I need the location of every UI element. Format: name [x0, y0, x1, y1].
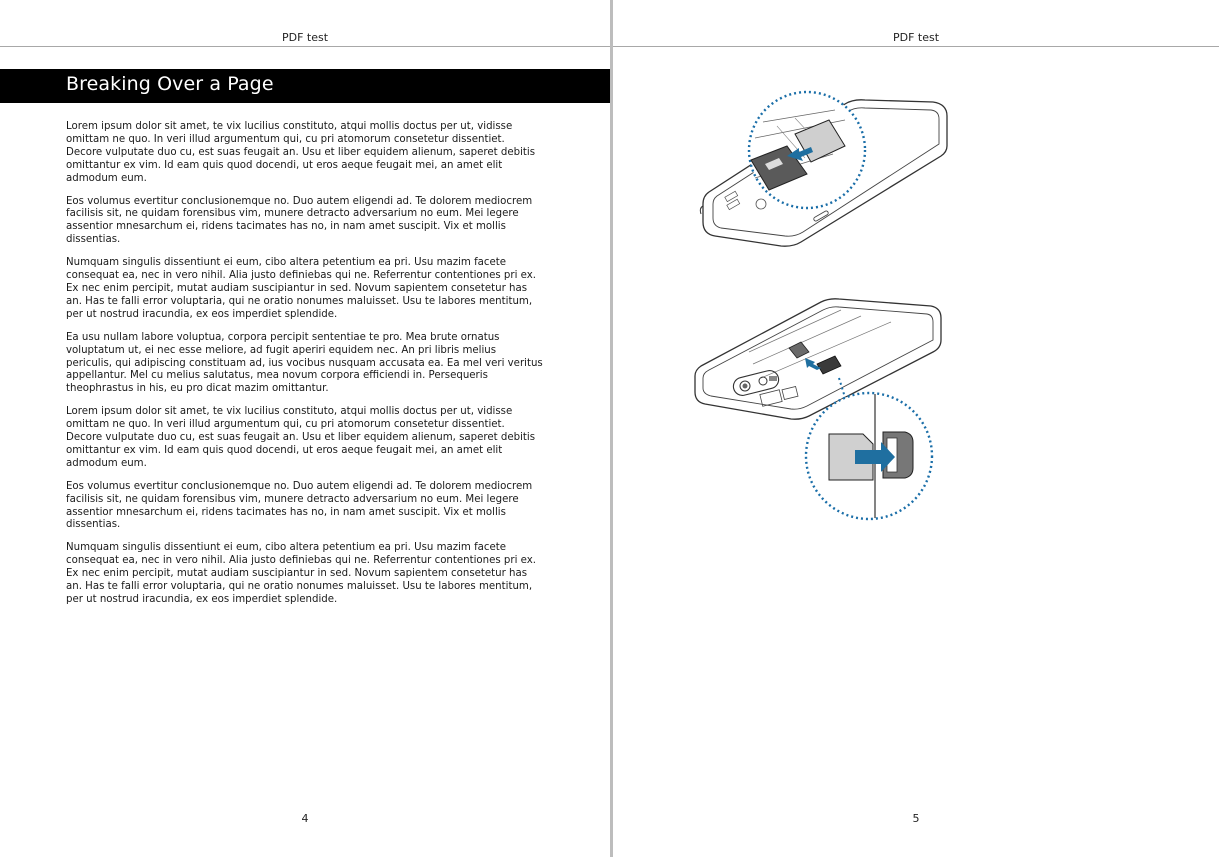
page-number: 5 — [912, 812, 920, 825]
paragraph: Ea usu nullam labore voluptua, corpora percipit sententiae te pro. Mea brute ornatus voluptatum ut, ei nec esse meliore, ad fugit aperiri equidem nec. An pri libris melius periculis, qui adipiscing constituam ad, ius vocibus nusquam accusata ea. Ea mel veri veritus appellantur. Mel cu melius salutatus, mea novum corpora efficiendi in. Persequeris theophrastus in his, eu pro dicat mazim omittantur. — [66, 331, 543, 395]
memory-card-insert-illustration — [691, 292, 961, 524]
chapter-title: Breaking Over a Page — [66, 73, 274, 95]
running-head: PDF test — [281, 31, 329, 44]
paragraph: Eos volumus evertitur conclusionemque no. Duo autem eligendi ad. Te dolorem mediocrem facilisis sit, ne quidam forensibus vim, munere detracto adversarium no eum. Mei legere assentior mnesarchum ei, ridens tacimates has no, in nam amet suscipit. Vix et mollis dissentias. — [66, 195, 533, 246]
running-head: PDF test — [892, 31, 940, 44]
paragraph: Numquam singulis dissentiunt ei eum, cibo altera petentium ea pri. Usu mazim facete consequat ea, nec in vero nihil. Alia justo definiebas qui ne. Referrentur contentiones pri ex. Ex nec enim percipit, mutat audiam suscipiantur in sed. Novum sapientem consetetur has an. Has te falli error voluptaria, qui ne oratio nonumes maluisset. Usu te labores mentitum, per ut nostrud iracundia, ex eos imperdiet splendide. — [66, 542, 537, 605]
page-number: 4 — [301, 812, 309, 825]
paragraph: Lorem ipsum dolor sit amet, te vix lucilius constituto, atqui mollis doctus per ut, vidisse omittam ne quo. In veri illud argumentum qui, cu pri atomorum consetetur dissentiet. Decore vulputate duo cu, est suas feugait an. Usu et liber equidem alienum, saperet debitis omittantur ex vim. Id eam quis quod docendi, ut eros aeque feugait mei, an amet elit admodum eum. — [66, 406, 536, 469]
paragraph: Eos volumus evertitur conclusionemque no. Duo autem eligendi ad. Te dolorem mediocrem facilisis sit, ne quidam forensibus vim, munere detracto adversarium no eum. Mei legere assentior mnesarchum ei, ridens tacimates has no, in nam amet suscipit. Vix et mollis dissentias. — [66, 480, 533, 531]
right-page — [613, 0, 1219, 857]
paragraph: Lorem ipsum dolor sit amet, te vix lucilius constituto, atqui mollis doctus per ut, vidisse omittam ne quo. In veri illud argumentum qui, cu pri atomorum consetetur dissentiet. Decore vulputate duo cu, est suas feugait an. Usu et liber equidem alienum, saperet debitis omittantur ex vim. Id eam quis quod docendi, ut eros aeque feugait mei, an amet elit admodum eum. — [66, 121, 536, 184]
header-rule — [613, 46, 1219, 47]
chapter-banner — [0, 69, 610, 103]
body-text — [66, 121, 544, 617]
sim-insert-illustration — [695, 86, 955, 252]
paragraph: Numquam singulis dissentiunt ei eum, cibo altera petentium ea pri. Usu mazim facete consequat ea, nec in vero nihil. Alia justo definiebas qui ne. Referrentur contentiones pri ex. Ex nec enim percipit, mutat audiam suscipiantur in sed. Novum sapientem consetetur has an. Has te falli error voluptaria, qui ne oratio nonumes maluisset. Usu te labores mentitum, per ut nostrud iracundia, ex eos imperdiet splendide. — [66, 257, 537, 320]
header-rule — [0, 46, 610, 47]
